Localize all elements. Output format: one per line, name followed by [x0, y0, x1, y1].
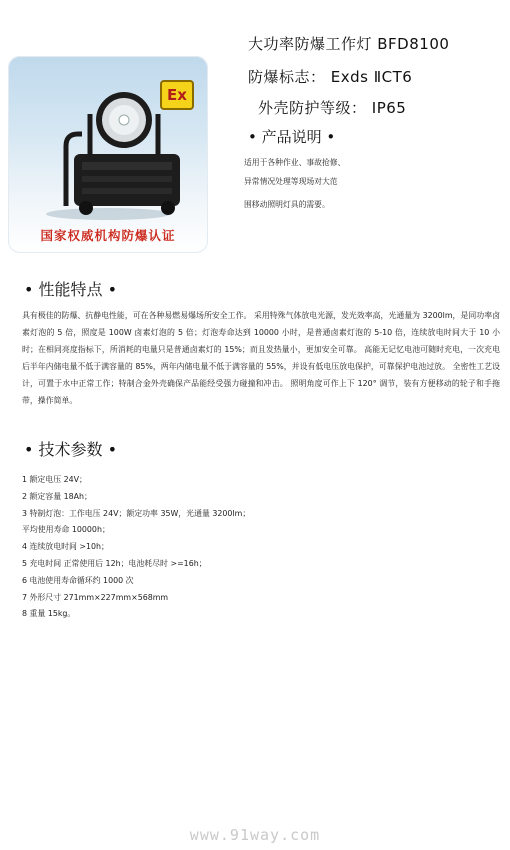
- specs-list: [22, 472, 492, 623]
- spec-item: 平均使用寿命 10000h；: [22, 525, 110, 535]
- product-image-card: [8, 56, 208, 253]
- explosion-mark: 防爆标志： Exds ⅡCT6: [248, 68, 413, 86]
- spec-item: 3 特制灯泡：工作电压 24V；额定功率 35W，光通量 3200lm；: [22, 508, 251, 518]
- spec-item: 5 充电时间 正常使用后 12h；电池耗尽时 >=16h；: [22, 558, 207, 568]
- ex-badge: Ex: [160, 80, 194, 110]
- description-line: 异常情况处理等现场对大范: [244, 177, 338, 186]
- description-line: 围移动照明灯具的需要。: [244, 200, 330, 209]
- description-heading: • 产品说明 •: [248, 128, 336, 146]
- protection-grade: 外壳防护等级： IP65: [258, 99, 407, 117]
- features-heading: • 性能特点 •: [24, 280, 118, 299]
- specs-heading: • 技术参数 •: [24, 440, 118, 459]
- certification-label: 国家权威机构防爆认证: [40, 228, 176, 243]
- spec-item: 6 电池使用寿命循环约 1000 次: [22, 575, 134, 585]
- description-line: 适用于各种作业、事故抢修、: [244, 158, 346, 167]
- spec-item: 4 连续放电时间 >10h；: [22, 542, 109, 552]
- features-text: 具有极佳的防爆、抗静电性能，可在各种易燃易爆场所安全工作。 采用特殊气体放电光源，发光效率高，光通量为 3200lm，是同功率卤素灯泡的 5 倍，照度是 100W 卤素灯泡的 5 倍；灯泡寿命达到 10000 小时，是普通卤素灯泡的 5-10 倍，连续放电时间大于 10 小时；在相同亮度指标下，所消耗的电量只是普通卤素灯的 15%；而且发热量小，更加安全可靠。 高能无记忆电池可随时充电，一次充电后半年内储电量不低于满容量的 85%，两年内储电量不低于满容量的 55%，并设有低电压放电保护，可靠保护电池过放。 全密性工艺设计，可置于水中正常工作；特制合金外壳确保产品能经受强力碰撞和冲击。 照明角度可作上下 120° 调节，装有方便移动的轮子和手拖带，操作简单。: [22, 311, 500, 405]
- spec-item: 1 额定电压 24V；: [22, 475, 87, 484]
- spec-item: 7 外形尺寸 271mm×227mm×568mm: [22, 592, 169, 602]
- product-title: 大功率防爆工作灯 BFD8100: [248, 35, 450, 53]
- spec-item: 8 重量 15kg。: [22, 609, 76, 619]
- watermark: www.91way.com: [189, 826, 321, 844]
- spec-item: 2 额定容量 18Ah；: [22, 491, 92, 501]
